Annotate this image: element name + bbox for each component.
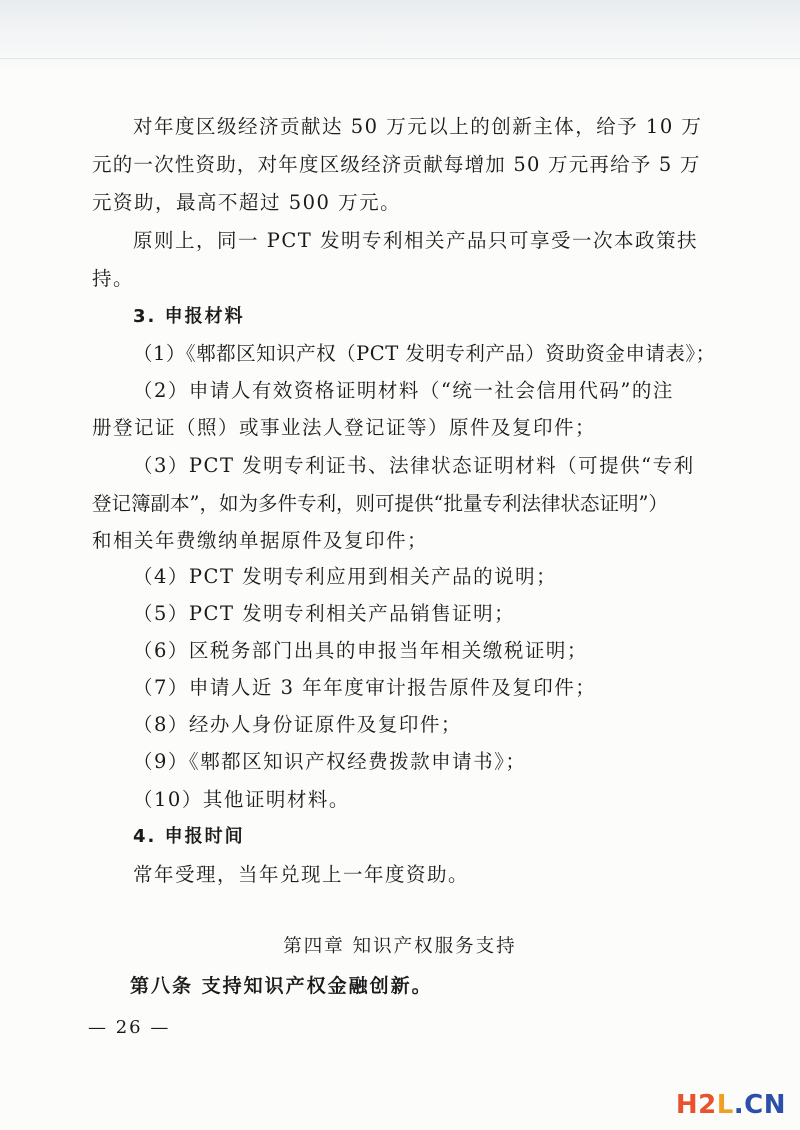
chapter-title: 第四章 知识产权服务支持 bbox=[283, 936, 517, 957]
paragraph-line: 对年度区级经济贡献达 50 万元以上的创新主体，给予 10 万 bbox=[133, 115, 703, 138]
paragraph-line: 和相关年费缴纳单据原件及复印件； bbox=[92, 529, 429, 552]
list-item: （6）区税务部门出具的申报当年相关缴税证明； bbox=[133, 639, 588, 662]
paragraph-line: 元的一次性资助，对年度区级经济贡献每增加 50 万元再给予 5 万 bbox=[92, 153, 701, 176]
list-item: （1）《郫都区知识产权（PCT 发明专利产品）资助资金申请表》； bbox=[133, 342, 716, 365]
list-item: （8）经办人身份证原件及复印件； bbox=[133, 713, 462, 736]
section-heading: 3. 申报材料 bbox=[133, 306, 245, 327]
list-item: （2）申请人有效资格证明材料（“统一社会信用代码”的注 bbox=[133, 379, 674, 402]
paragraph-line: 原则上，同一 PCT 发明专利相关产品只可享受一次本政策扶 bbox=[133, 229, 698, 252]
watermark-part: .CN bbox=[733, 1090, 786, 1120]
list-item: （3）PCT 发明专利证书、法律状态证明材料（可提供“专利 bbox=[133, 454, 695, 477]
list-item: （10）其他证明材料。 bbox=[133, 788, 350, 811]
list-item: （9）《郫都区知识产权经费拨款申请书》； bbox=[133, 750, 527, 773]
paragraph-line: 元资助，最高不超过 500 万元。 bbox=[92, 191, 402, 214]
paragraph-line: 常年受理，当年兑现上一年度资助。 bbox=[133, 863, 470, 886]
paragraph-line: 持。 bbox=[92, 267, 135, 290]
article-title: 第八条 支持知识产权金融创新。 bbox=[130, 975, 433, 997]
section-heading: 4. 申报时间 bbox=[133, 826, 245, 847]
list-item: （4）PCT 发明专利应用到相关产品的说明； bbox=[133, 565, 558, 588]
watermark-part: H2 bbox=[675, 1090, 717, 1120]
watermark-part: L bbox=[716, 1090, 734, 1120]
list-item: （7）申请人近 3 年年度审计报告原件及复印件； bbox=[133, 676, 597, 699]
site-watermark-logo bbox=[676, 1090, 786, 1120]
list-item: （5）PCT 发明专利相关产品销售证明； bbox=[133, 602, 516, 625]
paragraph-line: 册登记证（照）或事业法人登记证等）原件及复印件； bbox=[92, 416, 597, 439]
paragraph-line: 登记簿副本”，如为多件专利，则可提供“批量专利法律状态证明”） bbox=[92, 492, 668, 515]
page-number: — 26 — bbox=[88, 1017, 171, 1038]
